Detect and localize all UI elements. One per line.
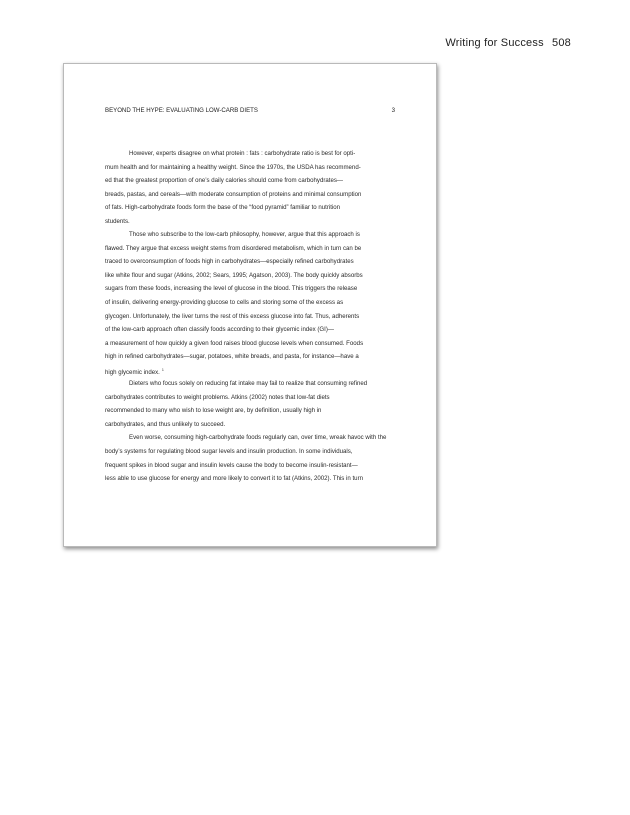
text-line <box>105 242 425 256</box>
text-line-content: ed that the greatest proportion of one’s daily calories should come from carbohydrates— <box>105 177 344 185</box>
book-title: Writing for Success <box>445 37 544 49</box>
text-line-content: of the low-carb approach often classify foods according to their glycemic index (GI)— <box>105 326 334 334</box>
text-line-content: less able to use glucose for energy and more likely to convert it to fat (Atkins, 2002). This in turn <box>105 475 363 483</box>
text-line <box>105 323 425 337</box>
text-line-content: high glycemic index. <box>105 368 160 376</box>
text-line <box>105 391 425 405</box>
body-text <box>105 147 425 486</box>
text-line <box>105 269 425 283</box>
text-line-content: a measurement of how quickly a given food raises blood glucose levels when consumed. Foods <box>105 339 364 347</box>
text-line-content: carbohydrates contributes to weight problems. Atkins (2002) notes that low-fat diets <box>105 393 330 401</box>
text-line-content: Dieters who focus solely on reducing fat intake may fail to realize that consuming refined <box>129 380 368 388</box>
text-line-content: Those who subscribe to the low-carb philosophy, however, argue that this approach is <box>129 231 360 239</box>
text-line <box>105 377 425 391</box>
text-line-content: Even worse, consuming high-carbohydrate foods regularly can, over time, wreak havoc with the <box>129 434 387 442</box>
text-line <box>105 161 425 175</box>
text-line <box>105 431 425 445</box>
text-line <box>105 472 425 486</box>
text-line-content: carbohydrates, and thus unlikely to succeed. <box>105 420 226 428</box>
book-header <box>445 37 571 49</box>
text-line-content: sugars from these foods, increasing the level of glucose in the blood. This triggers the release <box>105 285 358 293</box>
text-line-content: mum health and for maintaining a healthy weight. Since the 1970s, the USDA has recommend- <box>105 163 361 171</box>
footnote-marker: 1 <box>161 367 164 372</box>
text-line <box>105 147 425 161</box>
text-line-content: recommended to many who wish to lose weight are, by definition, usually high in <box>105 407 322 415</box>
sample-paper-page <box>63 63 437 547</box>
text-line <box>105 364 425 378</box>
text-line <box>105 337 425 351</box>
text-line <box>105 201 425 215</box>
text-line-content: of fats. High-carbohydrate foods form the base of the “food pyramid” familiar to nutrition <box>105 204 341 212</box>
text-line-content: students. <box>105 217 130 225</box>
running-head <box>105 107 395 114</box>
running-head-title: BEYOND THE HYPE: EVALUATING LOW-CARB DIETS <box>105 107 258 114</box>
text-line <box>105 215 425 229</box>
text-line-content: of insulin, delivering energy-providing glucose to cells and storing some of the excess as <box>105 299 344 307</box>
text-line <box>105 228 425 242</box>
paper-page-number: 3 <box>391 107 395 114</box>
text-line <box>105 282 425 296</box>
text-line <box>105 296 425 310</box>
text-line-content: However, experts disagree on what protein : fats : carbohydrate ratio is best for opti- <box>129 150 356 157</box>
text-line <box>105 255 425 269</box>
text-line-content: traced to overconsumption of foods high in carbohydrates—especially refined carbohydrates <box>105 258 354 266</box>
text-line-content: glycogen. Unfortunately, the liver turns the rest of this excess glucose into fat. Thus, adherents <box>105 312 360 320</box>
text-line-content: like white flour and sugar (Atkins, 2002; Sears, 1995; Agatson, 2003). The body quickly absorbs <box>105 271 363 279</box>
text-line-content: flawed. They argue that excess weight stems from disordered metabolism, which in turn can be <box>105 244 362 252</box>
book-page-number: 508 <box>552 37 571 49</box>
text-line <box>105 350 425 364</box>
text-line-content: frequent spikes in blood sugar and insulin levels cause the body to become insulin-resistant— <box>105 461 358 469</box>
text-line <box>105 418 425 432</box>
text-line <box>105 188 425 202</box>
text-line-content: body’s systems for regulating blood sugar levels and insulin production. In some individuals, <box>105 448 353 456</box>
text-line <box>105 174 425 188</box>
text-line-content: breads, pastas, and cereals—with moderate consumption of proteins and minimal consumption <box>105 190 362 198</box>
text-line <box>105 459 425 473</box>
text-line <box>105 445 425 459</box>
text-line <box>105 404 425 418</box>
text-line-content: high in refined carbohydrates—sugar, potatoes, white breads, and pasta, for instance—have a <box>105 353 359 361</box>
text-line <box>105 310 425 324</box>
